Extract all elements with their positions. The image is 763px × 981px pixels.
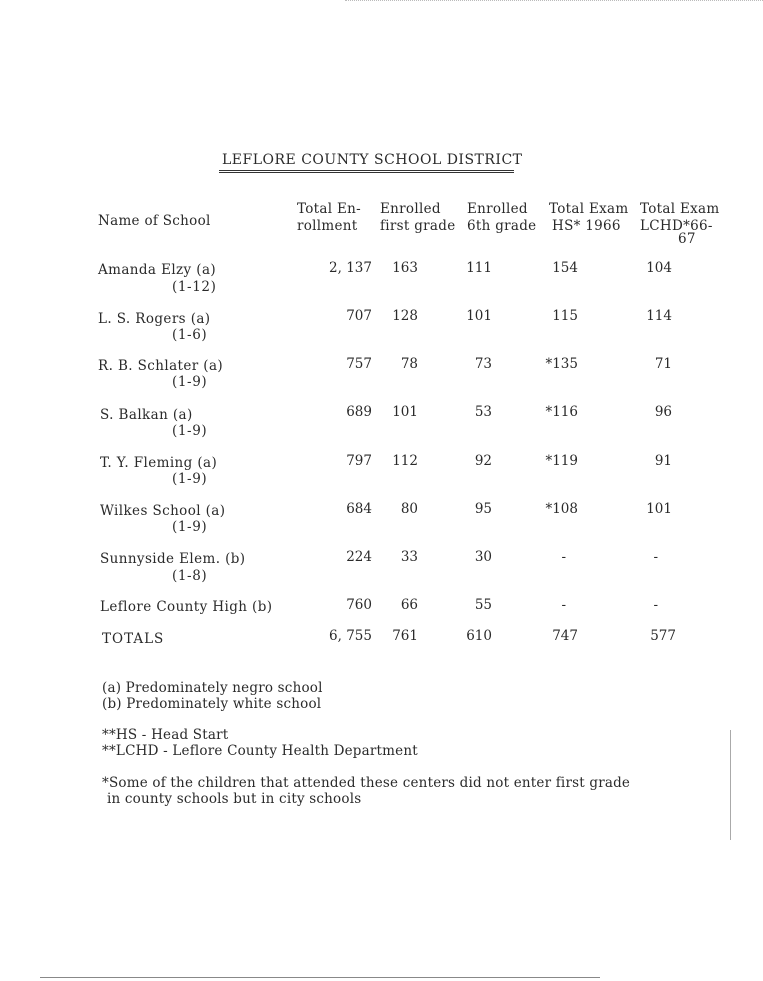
cell-hs: *119 bbox=[545, 453, 578, 469]
school-name: R. B. Schlater (a) bbox=[98, 358, 224, 374]
cell-hs: *108 bbox=[545, 501, 578, 517]
cell-sixth: 30 bbox=[474, 549, 492, 565]
cell-total: 757 bbox=[346, 356, 372, 372]
abbreviations bbox=[102, 727, 418, 759]
legend-item: (a) Predominately negro school bbox=[102, 680, 323, 696]
header-total-enrollment bbox=[297, 201, 361, 235]
header-total-exam-hs bbox=[549, 201, 629, 235]
cell-total: 797 bbox=[346, 453, 372, 469]
school-name: T. Y. Fleming (a) bbox=[100, 455, 218, 471]
title-underline bbox=[219, 170, 514, 171]
cell-lchd: 114 bbox=[646, 308, 672, 324]
scan-top-edge bbox=[345, 0, 763, 2]
cell-lchd: 104 bbox=[646, 260, 672, 276]
cell-first: 33 bbox=[400, 549, 418, 565]
abbreviation-item: **HS - Head Start bbox=[102, 727, 229, 743]
cell-sixth: 55 bbox=[474, 597, 492, 613]
header-line: Total Exam bbox=[549, 201, 629, 217]
footnote-line: in county schools but in city schools bbox=[107, 791, 362, 807]
cell-first: 101 bbox=[392, 404, 418, 420]
header-line: HS* 1966 bbox=[552, 218, 621, 234]
header-line: rollment bbox=[297, 218, 358, 234]
cell-first: 163 bbox=[392, 260, 418, 276]
school-name: L. S. Rogers (a) bbox=[98, 311, 211, 327]
scan-margin-line bbox=[730, 730, 731, 840]
cell-hs: *135 bbox=[545, 356, 578, 372]
cell-total: 689 bbox=[346, 404, 372, 420]
cell-hs: - bbox=[561, 597, 566, 613]
totals-total: 6, 755 bbox=[329, 628, 372, 644]
header-line: 67 bbox=[678, 231, 696, 247]
cell-sixth: 92 bbox=[474, 453, 492, 469]
cell-total: 2, 137 bbox=[329, 260, 372, 276]
cell-hs: *116 bbox=[545, 404, 578, 420]
school-name: Amanda Elzy (a) bbox=[98, 262, 217, 278]
cell-sixth: 53 bbox=[474, 404, 492, 420]
cell-sixth: 95 bbox=[474, 501, 492, 517]
legend bbox=[102, 680, 323, 712]
cell-lchd: 96 bbox=[654, 404, 672, 420]
header-line: Total Exam bbox=[640, 201, 720, 217]
cell-total: 760 bbox=[346, 597, 372, 613]
title-underline-2 bbox=[219, 172, 514, 173]
cell-first: 128 bbox=[392, 308, 418, 324]
school-grades: (1-9) bbox=[172, 423, 208, 439]
school-name: Leflore County High (b) bbox=[100, 599, 273, 615]
school-name: S. Balkan (a) bbox=[100, 407, 193, 423]
school-name: Wilkes School (a) bbox=[100, 503, 226, 519]
cell-lchd: - bbox=[653, 549, 658, 565]
school-grades: (1-9) bbox=[172, 471, 208, 487]
page-title: LEFLORE COUNTY SCHOOL DISTRICT bbox=[222, 152, 523, 168]
cell-sixth: 111 bbox=[466, 260, 492, 276]
cell-lchd: 71 bbox=[654, 356, 672, 372]
header-line: Enrolled bbox=[380, 201, 441, 217]
scan-bottom-edge bbox=[40, 977, 600, 980]
cell-first: 80 bbox=[400, 501, 418, 517]
cell-lchd: - bbox=[653, 597, 658, 613]
cell-first: 66 bbox=[400, 597, 418, 613]
header-enrolled-sixth bbox=[467, 201, 536, 235]
totals-lchd: 577 bbox=[650, 628, 676, 644]
cell-sixth: 101 bbox=[466, 308, 492, 324]
cell-hs: 154 bbox=[552, 260, 578, 276]
totals-label: TOTALS bbox=[102, 631, 165, 647]
school-grades: (1-12) bbox=[172, 279, 217, 295]
header-line: Total En- bbox=[297, 201, 361, 217]
abbreviation-item: **LCHD - Leflore County Health Department bbox=[102, 743, 418, 759]
legend-item: (b) Predominately white school bbox=[102, 696, 322, 712]
header-line: 6th grade bbox=[467, 218, 537, 234]
footnote-line: *Some of the children that attended these centers did not enter first grade bbox=[102, 775, 631, 791]
school-grades: (1-8) bbox=[172, 568, 208, 584]
cell-sixth: 73 bbox=[474, 356, 492, 372]
school-grades: (1-9) bbox=[172, 519, 208, 535]
header-line: LCHD*66- bbox=[640, 218, 713, 234]
cell-hs: 115 bbox=[552, 308, 578, 324]
cell-hs: - bbox=[561, 549, 566, 565]
cell-total: 684 bbox=[346, 501, 372, 517]
school-name: Sunnyside Elem. (b) bbox=[100, 551, 246, 567]
header-line: Enrolled bbox=[467, 201, 528, 217]
header-line: first grade bbox=[380, 218, 456, 234]
school-grades: (1-6) bbox=[172, 327, 208, 343]
footnote bbox=[102, 775, 630, 807]
totals-hs: 747 bbox=[552, 628, 578, 644]
cell-first: 112 bbox=[392, 453, 418, 469]
totals-sixth: 610 bbox=[466, 628, 492, 644]
header-school-name: Name of School bbox=[98, 213, 211, 229]
totals-first: 761 bbox=[392, 628, 418, 644]
cell-lchd: 101 bbox=[646, 501, 672, 517]
cell-lchd: 91 bbox=[654, 453, 672, 469]
cell-total: 707 bbox=[346, 308, 372, 324]
cell-total: 224 bbox=[346, 549, 372, 565]
cell-first: 78 bbox=[400, 356, 418, 372]
header-enrolled-first bbox=[380, 201, 456, 235]
header-total-exam-lchd bbox=[640, 201, 720, 248]
school-grades: (1-9) bbox=[172, 374, 208, 390]
